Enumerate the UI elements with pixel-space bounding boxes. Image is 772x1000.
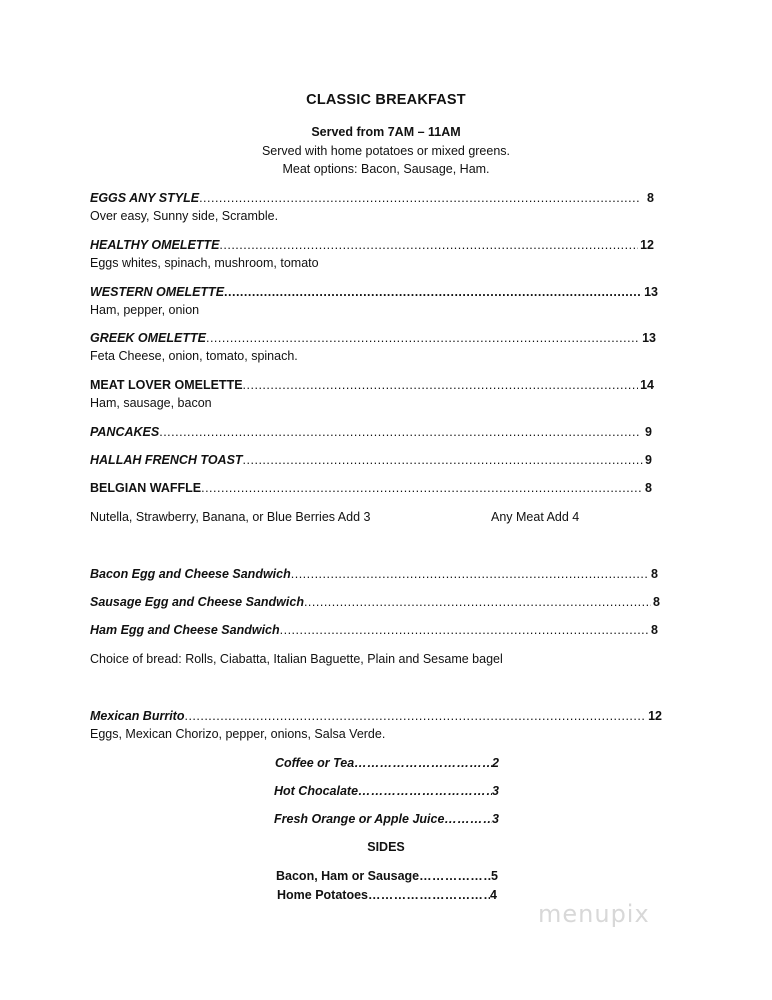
menu-item-meat-lover-omelette [90,377,654,393]
item-price: 12 [640,238,654,252]
item-price: 8 [653,595,660,609]
side-home-potatoes [277,887,497,903]
menu-item-sausage-egg-cheese-sandwich [90,594,660,610]
item-description: Ham, pepper, onion [90,303,200,317]
served-hours: Served from 7AM – 11AM [311,125,461,139]
sides-heading: SIDES [367,840,405,854]
item-price: 13 [644,285,658,299]
addon-fruit-note: Nutella, Strawberry, Banana, or Blue Berries Add 3 [90,510,371,524]
item-name: Bacon, Ham or Sausage [276,869,420,883]
item-description: Over easy, Sunny side, Scramble. [90,209,279,223]
item-name: MEAT LOVER OMELETTE [90,378,243,392]
item-name: Coffee or Tea [275,756,355,770]
item-price: 3 [492,812,499,826]
item-name: HEALTHY OMELETTE [90,238,220,252]
item-price: 13 [642,331,656,345]
item-name: Home Potatoes [277,888,368,902]
item-name: Fresh Orange or Apple Juice [274,812,445,826]
menu-item-belgian-waffle [90,480,652,496]
item-name: Bacon Egg and Cheese Sandwich [90,567,291,581]
item-price: 5 [491,869,498,883]
item-name: Hot Chocalate [274,784,359,798]
item-name: PANCAKES [90,425,160,439]
item-price: 9 [645,453,652,467]
item-price: 8 [651,623,658,637]
menu-item-ham-egg-cheese-sandwich [90,622,658,638]
item-name: Sausage Egg and Cheese Sandwich [90,595,304,609]
item-description: Eggs whites, spinach, mushroom, tomato [90,256,319,270]
item-price: 8 [645,481,652,495]
drink-fresh-juice [274,811,499,827]
item-price: 12 [648,709,662,723]
menu-item-pancakes [90,424,652,440]
addon-meat-note: Any Meat Add 4 [491,510,580,524]
item-price: 3 [492,784,499,798]
item-description: Eggs, Mexican Chorizo, pepper, onions, Salsa Verde. [90,727,386,741]
item-name: HALLAH FRENCH TOAST [90,453,243,467]
menu-item-western-omelette [90,284,658,300]
menu-item-healthy-omelette [90,237,654,253]
menu-item-hallah-french-toast [90,452,652,468]
item-name: Mexican Burrito [90,709,185,723]
item-name: EGGS ANY STYLE [90,191,200,205]
item-name: BELGIAN WAFFLE [90,481,202,495]
menu-item-mexican-burrito [90,708,662,724]
menu-item-bacon-egg-cheese-sandwich [90,566,658,582]
drink-coffee-or-tea [275,755,499,771]
served-with-note: Served with home potatoes or mixed greens. [261,144,511,158]
item-price: 8 [651,567,658,581]
menupix-watermark: menupix [538,900,650,928]
menu-item-greek-omelette [90,330,656,346]
item-price: 8 [647,191,654,205]
side-bacon-ham-sausage [276,868,498,884]
menu-item-eggs-any-style [90,190,654,206]
meat-options-note: Meat options: Bacon, Sausage, Ham. [282,162,490,176]
item-name: GREEK OMELETTE [90,331,206,345]
bread-choice-note: Choice of bread: Rolls, Ciabatta, Italian Baguette, Plain and Sesame bagel [90,652,503,666]
item-name: Ham Egg and Cheese Sandwich [90,623,280,637]
item-name: WESTERN OMELETTE [90,285,225,299]
item-description: Feta Cheese, onion, tomato, spinach. [90,349,298,363]
menu-title: CLASSIC BREAKFAST [306,92,466,108]
item-price: 2 [492,756,499,770]
drink-hot-chocolate [274,783,499,799]
item-price: 14 [640,378,654,392]
item-price: 4 [490,888,497,902]
item-price: 9 [645,425,652,439]
item-description: Ham, sausage, bacon [90,396,212,410]
